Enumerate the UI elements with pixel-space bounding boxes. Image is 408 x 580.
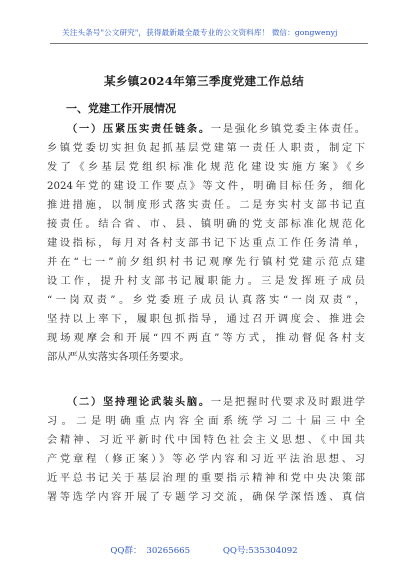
- paragraph-line: 部从严从实落实各项任务要求。: [47, 352, 190, 363]
- paragraph-line-text: 一是把握时代要求及时跟进学: [210, 397, 365, 408]
- paragraph-line: 现场观摩会和开展“四不两直”等方式，推动督促各村支: [47, 333, 365, 344]
- paragraph-line: [47, 120, 365, 139]
- paragraph-line: 设工作，提升村支部书记履职能力。三是发挥班子成员: [47, 276, 365, 287]
- paragraph-lead: （一）压紧压实责任链条。: [67, 123, 211, 135]
- section-heading: 一、党建工作开展情况: [66, 102, 176, 115]
- paragraph-line: 近平总书记关于基层治理的重要指示精神和党中央决策部: [47, 473, 365, 484]
- header-promo-note: 关注头条号"公文研究"，获得最新最全最专业的公文资料库！ 微信：gongwenyj: [62, 28, 338, 37]
- paragraph-line: 乡镇党委切实担负起抓基层党建第一责任人职责，制定下: [47, 143, 365, 154]
- paragraph-lead: （二）坚持理论武装头脑。: [67, 396, 211, 408]
- paragraph-line: [47, 393, 365, 412]
- paragraph-line: 并在“七一”前夕组织村书记观摩先行镇村党建示范点建: [47, 257, 365, 268]
- paragraph-line: 产党章程（修正案）》等必学内容和习近平法治思想、习: [47, 454, 365, 465]
- header-divider: [50, 43, 368, 44]
- paragraph-line: 署等选学内容开展了专题学习交流，确保学深悟透、真信: [47, 492, 365, 503]
- paragraph-line: 会精神、习近平新时代中国特色社会主义思想、《中国共: [47, 435, 365, 446]
- paragraph-line: 发了《乡基层党组织标准化规范化建设实施方案》《乡: [47, 162, 365, 173]
- footer-qq-number: QQ号:535304092: [222, 546, 298, 556]
- paragraph-line: “一岗双责”。乡党委班子成员认真落实“一岗双责”，: [47, 295, 365, 306]
- paragraph-theory: [47, 393, 365, 507]
- paragraph-line: 推进措施，以制度形式落实责任。二是夯实村支部书记直: [47, 200, 365, 211]
- paragraph-line: 接责任。结合省、市、县、镇明确的党支部标准化规范化: [47, 219, 365, 230]
- paragraph-line: 2024年党的建设工作要点》等文件，明确目标任务，细化: [47, 181, 365, 192]
- document-title: 某乡镇2024年第三季度党建工作总结: [104, 74, 304, 88]
- paragraph-responsibility: [47, 120, 365, 367]
- footer-contact: [0, 544, 408, 556]
- paragraph-line: 建设指标，每月对各村支部书记下达重点工作任务清单，: [47, 238, 365, 249]
- footer-qq-group: QQ群： 30265665: [110, 546, 191, 556]
- paragraph-line: 坚持以上率下，履职包抓指导，通过召开调度会、推进会: [47, 314, 365, 325]
- paragraph-line-text: 一是强化乡镇党委主体责任。: [210, 124, 365, 135]
- paragraph-line: 习。二是明确重点内容全面系统学习二十届三中全: [47, 416, 365, 427]
